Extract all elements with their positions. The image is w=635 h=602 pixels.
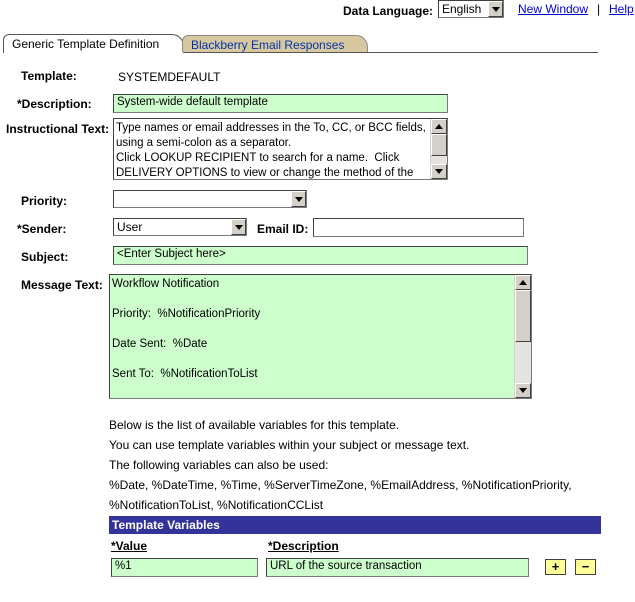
scroll-thumb[interactable] [431,134,447,156]
template-value: SYSTEMDEFAULT [118,70,221,84]
variable-value: %1 [115,560,132,572]
message-text-label: Message Text: [21,278,103,292]
instructional-text-value: Type names or email addresses in the To, CC, or BCC fields, using a semi-colon as a separator. Click LOOKUP RECIPIENT to search for a name. Click DELIVERY OPTIONS to view or change the method of the [116,122,426,179]
variable-description-input[interactable] [266,558,529,577]
sender-select[interactable] [113,218,247,236]
tab-blackberry-email-responses[interactable] [182,35,368,52]
message-textarea[interactable] [109,274,532,399]
message-text-value: Workflow Notification Priority: %NotificationPriority Date Sent: %Date Sent To: %NotificationToList [112,278,261,380]
info-line-2: You can use template variables within your subject or message text. [109,438,470,452]
priority-select[interactable] [113,190,307,208]
description-input[interactable] [113,94,448,113]
chevron-down-icon [231,219,246,235]
add-row-button[interactable]: + [545,559,566,575]
help-link[interactable]: Help [609,2,634,16]
new-window-link[interactable]: New Window [518,2,589,16]
grid-title: Template Variables [112,518,220,532]
chevron-down-icon [488,1,503,17]
description-value: System-wide default template [117,96,268,108]
data-language-select[interactable] [438,0,504,18]
subject-input[interactable] [113,246,528,265]
data-language-label: Data Language: [343,4,434,18]
email-id-input[interactable] [313,218,524,237]
scroll-down-icon[interactable] [431,164,447,179]
tab-label: Generic Template Definition [12,37,160,51]
scroll-thumb[interactable] [515,290,531,342]
sender-label: *Sender: [17,222,67,236]
subject-value: <Enter Subject here> [117,248,226,260]
variable-description: URL of the source transaction [270,560,422,572]
message-scrollbar[interactable] [514,275,531,398]
scroll-up-icon[interactable] [515,275,531,290]
tab-generic-template-definition[interactable] [3,34,184,53]
header-separator: | [597,2,601,16]
template-variables-header [109,516,601,534]
instructional-textarea[interactable] [113,118,448,180]
tab-label: Blackberry Email Responses [191,38,345,52]
remove-row-button[interactable]: − [575,559,596,575]
instructional-text-label: Instructional Text: [6,122,110,136]
chevron-down-icon [291,191,306,207]
subject-label: Subject: [21,250,69,264]
email-id-label: Email ID: [257,222,309,236]
sender-value: User [117,220,143,234]
template-label: Template: [21,69,77,83]
instructional-scrollbar[interactable] [430,119,447,179]
info-line-5: %NotificationToList, %NotificationCCList [109,498,324,512]
info-line-1: Below is the list of available variables for this template. [109,418,400,432]
info-line-3: The following variables can also be used: [109,458,329,472]
scroll-up-icon[interactable] [431,119,447,134]
data-language-value: English [442,2,482,16]
col-header-description: *Description [268,539,339,553]
col-header-value: *Value [111,539,148,553]
info-line-4: %Date, %DateTime, %Time, %ServerTimeZone, %EmailAddress, %NotificationPriority, [109,478,572,492]
variable-value-input[interactable] [111,558,258,577]
priority-label: Priority: [21,194,68,208]
scroll-down-icon[interactable] [515,383,531,398]
description-label: *Description: [17,97,92,111]
